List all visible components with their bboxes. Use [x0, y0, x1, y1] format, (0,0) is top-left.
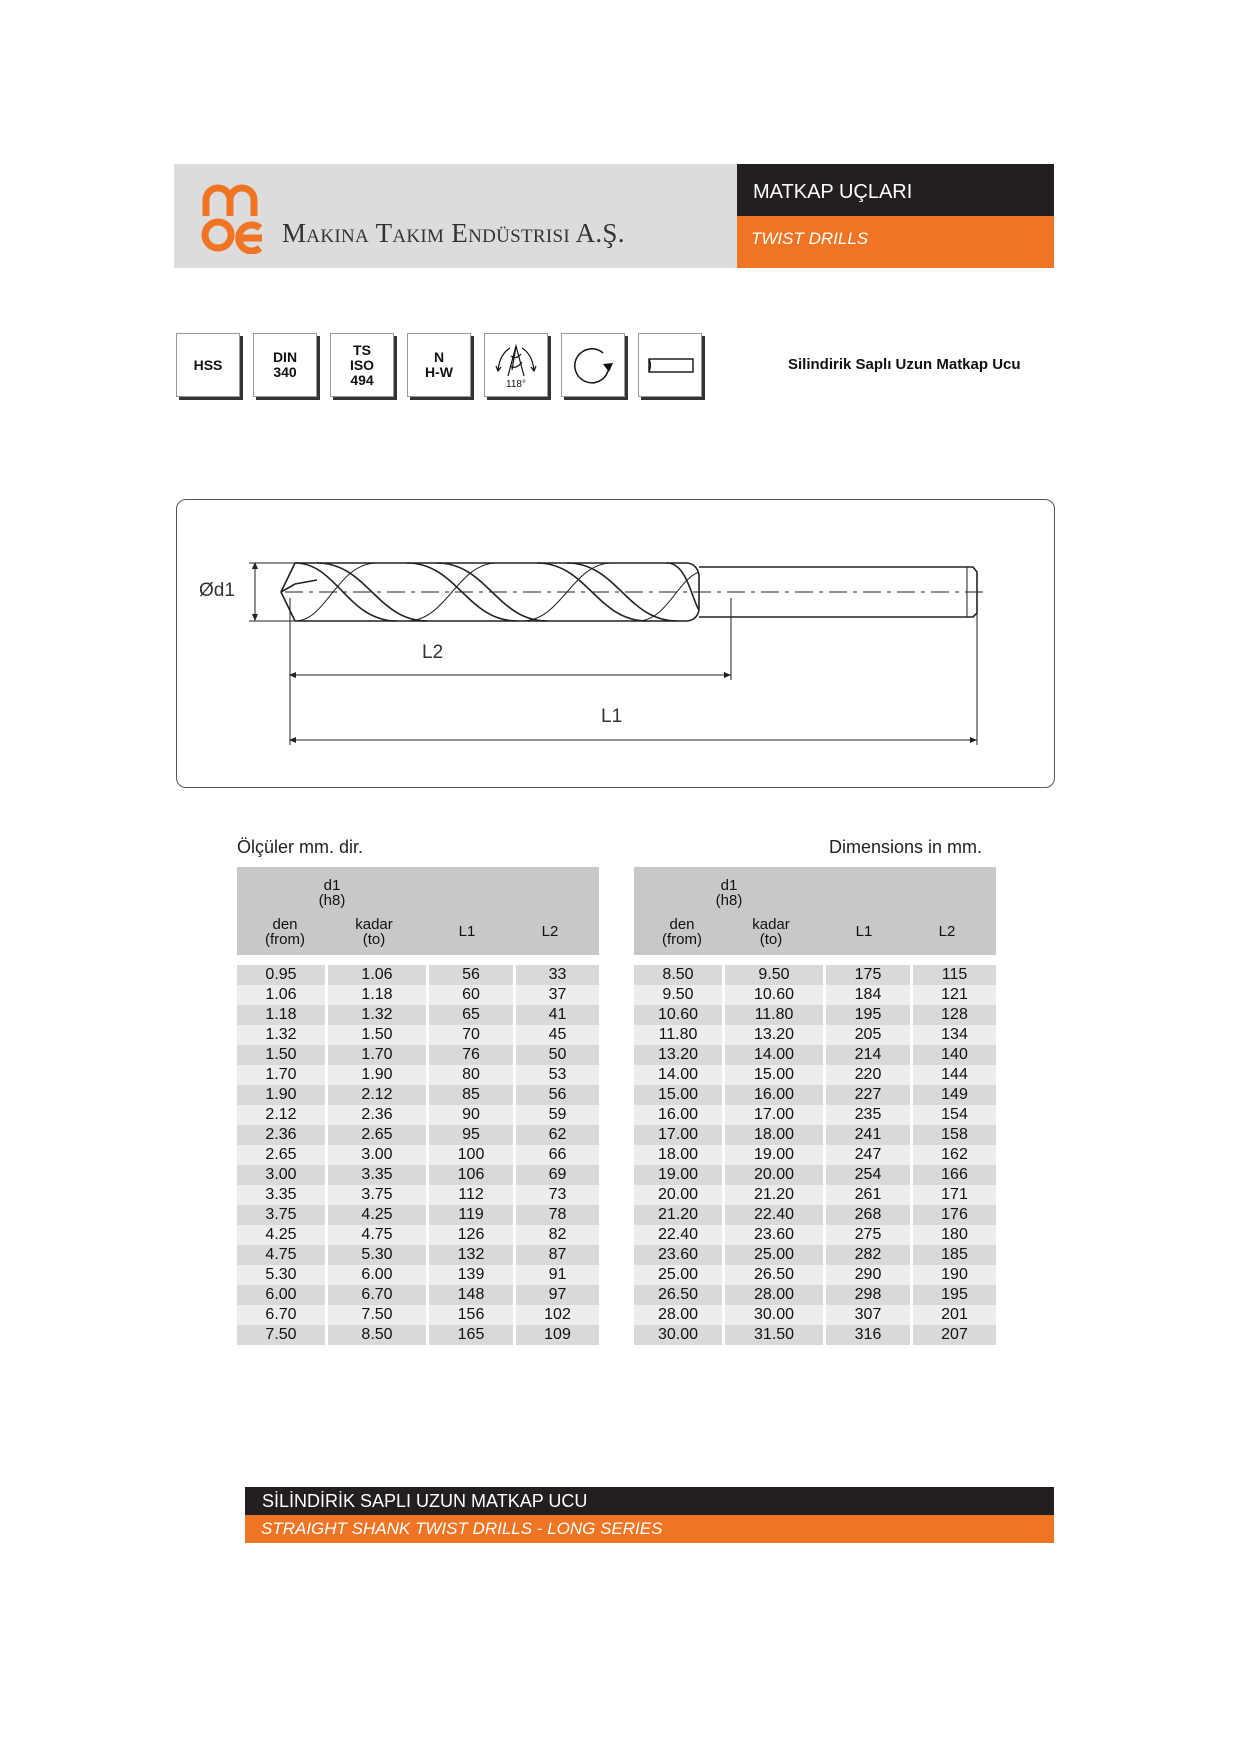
straight-shank-icon — [643, 350, 697, 380]
l1-cell: 80 — [429, 1065, 513, 1085]
to-cell: 4.75 — [328, 1225, 426, 1245]
l2-cell: 62 — [516, 1125, 599, 1145]
l1-cell: 268 — [826, 1205, 910, 1225]
footer-title-tr: SİLİNDİRİK SAPLI UZUN MATKAP UCU — [245, 1487, 1054, 1515]
from-cell: 13.20 — [634, 1045, 722, 1065]
l1-cell: 275 — [826, 1225, 910, 1245]
table-row — [634, 965, 996, 985]
l1-cell: 106 — [429, 1165, 513, 1185]
l2-cell: 158 — [913, 1125, 996, 1145]
from-cell: 5.30 — [237, 1265, 325, 1285]
from-cell: 4.25 — [237, 1225, 325, 1245]
l1-cell: 100 — [429, 1145, 513, 1165]
from-header-en: (from) — [662, 931, 702, 948]
l1-cell: 205 — [826, 1025, 910, 1045]
drill-diagram — [177, 500, 1054, 787]
to-cell: 14.00 — [725, 1045, 823, 1065]
to-cell: 20.00 — [725, 1165, 823, 1185]
table-row — [237, 1165, 599, 1185]
from-cell: 21.20 — [634, 1205, 722, 1225]
from-cell: 3.35 — [237, 1185, 325, 1205]
l2-cell: 149 — [913, 1085, 996, 1105]
table-row — [634, 985, 996, 1005]
to-cell: 2.12 — [328, 1085, 426, 1105]
to-cell: 10.60 — [725, 985, 823, 1005]
to-cell: 19.00 — [725, 1145, 823, 1165]
l1-header: L1 — [458, 923, 476, 940]
table-row — [634, 1065, 996, 1085]
l1-cell: 220 — [826, 1065, 910, 1085]
table-row — [634, 1105, 996, 1125]
l1-cell: 282 — [826, 1245, 910, 1265]
l2-header: L2 — [938, 923, 956, 940]
l1-cell: 254 — [826, 1165, 910, 1185]
from-cell: 10.60 — [634, 1005, 722, 1025]
from-cell: 6.00 — [237, 1285, 325, 1305]
table-row — [634, 1265, 996, 1285]
from-cell: 18.00 — [634, 1145, 722, 1165]
from-cell: 14.00 — [634, 1065, 722, 1085]
from-cell: 8.50 — [634, 965, 722, 985]
l2-cell: 185 — [913, 1245, 996, 1265]
from-header — [652, 917, 712, 947]
table-header — [634, 867, 996, 955]
table-row — [237, 1065, 599, 1085]
table-row — [634, 1305, 996, 1325]
l2-cell: 195 — [913, 1285, 996, 1305]
l2-cell: 69 — [516, 1165, 599, 1185]
company-banner — [174, 164, 737, 268]
l2-cell: 41 — [516, 1005, 599, 1025]
l2-cell: 73 — [516, 1185, 599, 1205]
table-row — [634, 1205, 996, 1225]
l1-cell: 290 — [826, 1265, 910, 1285]
footer-title-en: STRAIGHT SHANK TWIST DRILLS - LONG SERIES — [245, 1515, 1054, 1543]
from-cell: 2.12 — [237, 1105, 325, 1125]
to-cell: 1.18 — [328, 985, 426, 1005]
table-row — [634, 1245, 996, 1265]
page-footer — [245, 1487, 1054, 1543]
from-cell: 2.65 — [237, 1145, 325, 1165]
table-row — [237, 1305, 599, 1325]
l1-cell: 85 — [429, 1085, 513, 1105]
to-cell: 2.65 — [328, 1125, 426, 1145]
to-cell: 21.20 — [725, 1185, 823, 1205]
from-cell: 25.00 — [634, 1265, 722, 1285]
l1-cell: 112 — [429, 1185, 513, 1205]
table-row — [237, 965, 599, 985]
from-cell: 6.70 — [237, 1305, 325, 1325]
l2-cell: 171 — [913, 1185, 996, 1205]
from-cell: 28.00 — [634, 1305, 722, 1325]
from-cell: 1.50 — [237, 1045, 325, 1065]
type-badge — [407, 333, 471, 397]
to-cell: 17.00 — [725, 1105, 823, 1125]
table-row — [237, 1145, 599, 1165]
l2-cell: 37 — [516, 985, 599, 1005]
l1-cell: 95 — [429, 1125, 513, 1145]
to-cell: 6.00 — [328, 1265, 426, 1285]
drill-point-icon — [490, 340, 542, 380]
l2-cell: 162 — [913, 1145, 996, 1165]
l1-cell: 148 — [429, 1285, 513, 1305]
to-cell: 9.50 — [725, 965, 823, 985]
category-title-en: TWIST DRILLS — [737, 216, 1054, 268]
l2-cell: 45 — [516, 1025, 599, 1045]
to-header — [741, 917, 801, 947]
din-label: DIN — [272, 349, 298, 365]
dimension-table-right — [634, 867, 996, 1345]
to-header-en: (to) — [759, 931, 783, 948]
l2-cell: 56 — [516, 1085, 599, 1105]
l2-cell: 166 — [913, 1165, 996, 1185]
l1-cell: 184 — [826, 985, 910, 1005]
din-badge — [253, 333, 317, 397]
table-row — [634, 1165, 996, 1185]
l2-cell: 121 — [913, 985, 996, 1005]
to-cell: 18.00 — [725, 1125, 823, 1145]
l1-cell: 316 — [826, 1325, 910, 1345]
l2-cell: 78 — [516, 1205, 599, 1225]
hss-badge — [176, 333, 240, 397]
d1-header — [704, 878, 754, 908]
l1-cell: 139 — [429, 1265, 513, 1285]
from-cell: 15.00 — [634, 1085, 722, 1105]
iso-label: ISO — [349, 356, 375, 373]
l1-cell: 132 — [429, 1245, 513, 1265]
to-header-tr: kadar — [355, 916, 393, 933]
from-cell: 19.00 — [634, 1165, 722, 1185]
table-row — [634, 1285, 996, 1305]
l2-cell: 180 — [913, 1225, 996, 1245]
from-cell: 11.80 — [634, 1025, 722, 1045]
table-row — [237, 1205, 599, 1225]
din-number: 340 — [273, 364, 297, 380]
table-row — [237, 1225, 599, 1245]
ts-iso-badge — [330, 333, 394, 397]
table-row — [634, 1325, 996, 1345]
l1-cell: 175 — [826, 965, 910, 985]
table-row — [237, 985, 599, 1005]
table-row — [634, 1185, 996, 1205]
table-row — [237, 1285, 599, 1305]
d1-header — [307, 878, 357, 908]
table-header — [237, 867, 599, 955]
l2-label: L2 — [422, 642, 444, 663]
from-cell: 1.70 — [237, 1065, 325, 1085]
l2-cell: 154 — [913, 1105, 996, 1125]
to-cell: 5.30 — [328, 1245, 426, 1265]
from-header-tr: den — [272, 916, 298, 933]
to-cell: 3.75 — [328, 1185, 426, 1205]
l1-cell: 65 — [429, 1005, 513, 1025]
d1-label: Ød1 — [199, 580, 235, 601]
l2-cell: 207 — [913, 1325, 996, 1345]
l2-cell: 176 — [913, 1205, 996, 1225]
table-row — [237, 1125, 599, 1145]
from-cell: 20.00 — [634, 1185, 722, 1205]
product-subtitle: Silindirik Saplı Uzun Matkap Ucu — [788, 356, 1021, 373]
to-cell: 25.00 — [725, 1245, 823, 1265]
to-cell: 1.32 — [328, 1005, 426, 1025]
to-cell: 26.50 — [725, 1265, 823, 1285]
l1-cell: 126 — [429, 1225, 513, 1245]
clockwise-rotation-icon — [569, 343, 617, 387]
to-cell: 13.20 — [725, 1025, 823, 1045]
to-cell: 3.00 — [328, 1145, 426, 1165]
table-body-right — [634, 965, 996, 1345]
l1-cell: 56 — [429, 965, 513, 985]
table-body-left — [237, 965, 599, 1345]
from-cell: 22.40 — [634, 1225, 722, 1245]
table-row — [237, 1045, 599, 1065]
ts-label: TS — [353, 341, 371, 358]
to-cell: 28.00 — [725, 1285, 823, 1305]
table-row — [237, 1185, 599, 1205]
l2-header: L2 — [541, 923, 559, 940]
h8-header-label: (h8) — [318, 892, 346, 909]
from-cell: 1.32 — [237, 1025, 325, 1045]
table-row — [237, 1085, 599, 1105]
l2-cell: 140 — [913, 1045, 996, 1065]
to-cell: 15.00 — [725, 1065, 823, 1085]
l1-cell: 235 — [826, 1105, 910, 1125]
l2-cell: 115 — [913, 965, 996, 985]
to-cell: 16.00 — [725, 1085, 823, 1105]
l1-cell: 307 — [826, 1305, 910, 1325]
table-row — [634, 1025, 996, 1045]
h8-header-label: (h8) — [715, 892, 743, 909]
l1-cell: 76 — [429, 1045, 513, 1065]
l1-cell: 247 — [826, 1145, 910, 1165]
from-cell: 30.00 — [634, 1325, 722, 1345]
units-label-en: Dimensions in mm. — [829, 837, 983, 857]
point-angle-badge — [484, 333, 548, 397]
table-row — [634, 1085, 996, 1105]
table-row — [634, 1045, 996, 1065]
l1-cell: 261 — [826, 1185, 910, 1205]
l1-cell: 70 — [429, 1025, 513, 1045]
from-cell: 16.00 — [634, 1105, 722, 1125]
l2-cell: 144 — [913, 1065, 996, 1085]
l1-label: L1 — [601, 706, 623, 727]
l2-cell: 66 — [516, 1145, 599, 1165]
type-hw-label: H-W — [425, 364, 453, 380]
type-n-label: N — [433, 349, 445, 365]
to-cell: 4.25 — [328, 1205, 426, 1225]
from-cell: 1.06 — [237, 985, 325, 1005]
l2-cell: 201 — [913, 1305, 996, 1325]
rotation-badge — [561, 333, 625, 397]
table-row — [634, 1225, 996, 1245]
to-cell: 8.50 — [328, 1325, 426, 1345]
shank-badge — [638, 333, 702, 397]
l1-cell: 195 — [826, 1005, 910, 1025]
l2-cell: 109 — [516, 1325, 599, 1345]
from-cell: 26.50 — [634, 1285, 722, 1305]
dimension-table-left — [237, 867, 599, 1345]
table-row — [634, 1125, 996, 1145]
from-cell: 23.60 — [634, 1245, 722, 1265]
from-cell: 2.36 — [237, 1125, 325, 1145]
l1-cell: 119 — [429, 1205, 513, 1225]
l2-cell: 91 — [516, 1265, 599, 1285]
to-header-tr: kadar — [752, 916, 790, 933]
to-cell: 30.00 — [725, 1305, 823, 1325]
to-header-en: (to) — [362, 931, 386, 948]
l2-cell: 128 — [913, 1005, 996, 1025]
l2-cell: 50 — [516, 1045, 599, 1065]
l2-cell: 82 — [516, 1225, 599, 1245]
table-row — [634, 1145, 996, 1165]
to-cell: 1.06 — [328, 965, 426, 985]
to-cell: 2.36 — [328, 1105, 426, 1125]
l2-cell: 97 — [516, 1285, 599, 1305]
l1-cell: 165 — [429, 1325, 513, 1345]
from-header-en: (from) — [265, 931, 305, 948]
from-header-tr: den — [669, 916, 695, 933]
from-cell: 3.00 — [237, 1165, 325, 1185]
l1-cell: 227 — [826, 1085, 910, 1105]
l1-cell: 156 — [429, 1305, 513, 1325]
page-header — [174, 164, 1054, 268]
l2-cell: 53 — [516, 1065, 599, 1085]
category-title-tr: MATKAP UÇLARI — [737, 164, 1054, 216]
d1-header-label: d1 — [720, 877, 738, 894]
company-name: Makina Takım Endüstrisi A.Ş. — [282, 218, 625, 248]
to-cell: 1.90 — [328, 1065, 426, 1085]
to-cell: 3.35 — [328, 1165, 426, 1185]
from-header — [255, 917, 315, 947]
table-row — [237, 1025, 599, 1045]
l1-cell: 298 — [826, 1285, 910, 1305]
from-cell: 9.50 — [634, 985, 722, 1005]
to-cell: 31.50 — [725, 1325, 823, 1345]
table-row — [237, 1265, 599, 1285]
hss-label: HSS — [193, 356, 223, 373]
to-cell: 7.50 — [328, 1305, 426, 1325]
from-cell: 0.95 — [237, 965, 325, 985]
d1-header-label: d1 — [323, 877, 341, 894]
from-cell: 3.75 — [237, 1205, 325, 1225]
from-cell: 1.18 — [237, 1005, 325, 1025]
company-logo — [194, 178, 272, 254]
table-row — [237, 1105, 599, 1125]
to-header — [344, 917, 404, 947]
to-cell: 1.50 — [328, 1025, 426, 1045]
from-cell: 1.90 — [237, 1085, 325, 1105]
table-row — [237, 1245, 599, 1265]
category-banner — [737, 164, 1054, 268]
point-angle-label: 118° — [506, 379, 526, 390]
table-row — [237, 1005, 599, 1025]
units-label-tr: Ölçüler mm. dir. — [237, 837, 364, 857]
l2-cell: 59 — [516, 1105, 599, 1125]
table-row — [634, 1005, 996, 1025]
from-cell: 4.75 — [237, 1245, 325, 1265]
iso-number: 494 — [350, 371, 374, 388]
drill-technical-drawing — [176, 499, 1055, 788]
to-cell: 11.80 — [725, 1005, 823, 1025]
l2-cell: 102 — [516, 1305, 599, 1325]
from-cell: 7.50 — [237, 1325, 325, 1345]
l2-cell: 87 — [516, 1245, 599, 1265]
l2-cell: 134 — [913, 1025, 996, 1045]
to-cell: 22.40 — [725, 1205, 823, 1225]
l2-cell: 190 — [913, 1265, 996, 1285]
from-cell: 17.00 — [634, 1125, 722, 1145]
table-row — [237, 1325, 599, 1345]
l1-header: L1 — [855, 923, 873, 940]
to-cell: 23.60 — [725, 1225, 823, 1245]
to-cell: 1.70 — [328, 1045, 426, 1065]
l1-cell: 214 — [826, 1045, 910, 1065]
l2-cell: 33 — [516, 965, 599, 985]
to-cell: 6.70 — [328, 1285, 426, 1305]
l1-cell: 90 — [429, 1105, 513, 1125]
l1-cell: 241 — [826, 1125, 910, 1145]
l1-cell: 60 — [429, 985, 513, 1005]
